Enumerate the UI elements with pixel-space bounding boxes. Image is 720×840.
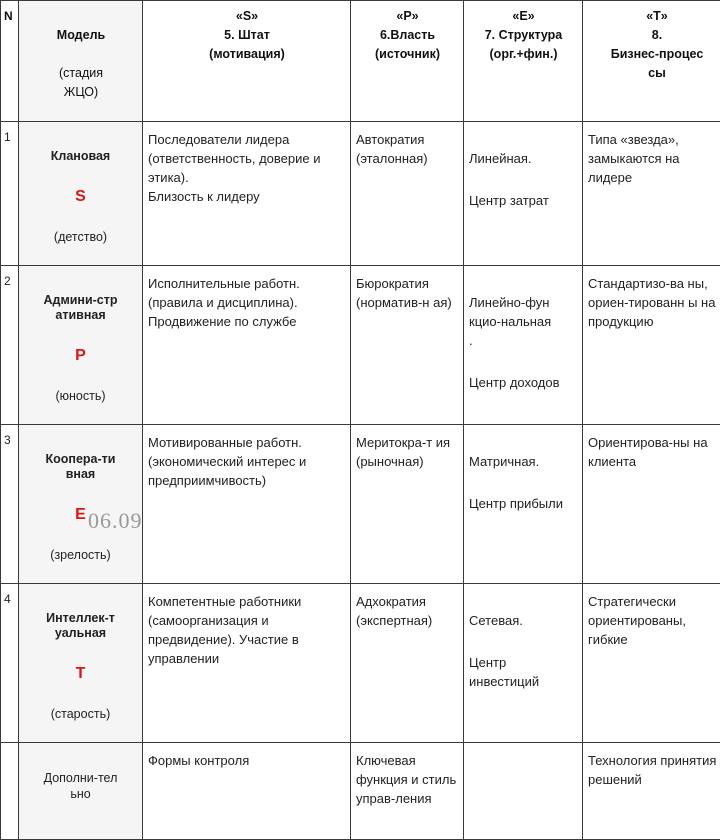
model-name: Интеллек-т уальная [22,611,139,641]
header-model-subtitle: (стадия ЖЦО) [24,64,138,102]
model-letter: E [22,503,139,527]
row-num: 4 [1,584,19,743]
cell-p: Адхократия (экспертная) [351,584,464,743]
model-letter: S [22,185,139,209]
row-num: 2 [1,266,19,425]
extra-cell-s: Формы контроля [143,743,351,840]
slide-date: 06.09 [88,508,143,534]
cell-e [464,584,583,743]
row-num: 1 [1,122,19,266]
row-model [19,425,143,584]
header-e: «E» 7. Структура (орг.+фин.) [464,1,583,122]
model-stage: (юность) [22,387,139,405]
extra-cell-e [464,743,583,840]
cell-p: Бюрократия (норматив-н ая) [351,266,464,425]
header-t: «T» 8. Бизнес-процес сы [583,1,720,122]
row-model [19,266,143,425]
cell-e-center: Центр доходов [469,373,578,392]
cell-t: Типа «звезда», замыкаются на лидере [583,122,720,266]
cell-s: Последователи лидера (ответственность, доверие и этика). Близость к лидеру [143,122,351,266]
model-letter: P [22,344,139,368]
table-row [1,584,720,743]
cell-t: Ориентирова-ны на клиента [583,425,720,584]
model-stage: (детство) [22,228,139,246]
cell-t: Стандартизо-ва ны, ориен-тированн ы на продукцию [583,266,720,425]
header-p: «P» 6.Власть (источник) [351,1,464,122]
header-num: N [1,1,19,122]
cell-s: Мотивированные работн. (экономический интерес и предприимчивость) [143,425,351,584]
cell-e [464,122,583,266]
cell-e-center: Центр прибыли [469,494,578,513]
cell-e-structure: Сетевая. [469,611,578,630]
cell-s: Компетентные работники (самоорганизация и предвидение). Участие в управлении [143,584,351,743]
extra-cell-t: Технология принятия решений [583,743,720,840]
extra-model-label: Дополни-тел ьно [22,770,139,802]
extra-model [19,743,143,840]
row-model [19,122,143,266]
header-s: «S» 5. Штат (мотивация) [143,1,351,122]
cell-e-structure: Матричная. [469,452,578,471]
header-model [19,1,143,122]
cell-s: Исполнительные работн. (правила и дисциплина). Продвижение по службе [143,266,351,425]
cell-e-center: Центр затрат [469,191,578,210]
row-model [19,584,143,743]
cell-p: Меритокра-т ия (рыночная) [351,425,464,584]
model-letter: T [22,662,139,686]
header-row [1,1,720,122]
extra-row [1,743,720,840]
cell-e [464,266,583,425]
cell-e-structure: Линейная. [469,149,578,168]
extra-cell-p: Ключевая функция и стиль управ-ления [351,743,464,840]
model-stage: (старость) [22,705,139,723]
model-name: Админи-стр ативная [22,293,139,323]
model-name: Коопера-ти вная [22,452,139,482]
table-row [1,266,720,425]
header-model-title: Модель [24,26,138,45]
cell-t: Стратегически ориентированы, гибкие [583,584,720,743]
row-num-empty [1,743,19,840]
cell-p: Автократия (эталонная) [351,122,464,266]
cell-e-structure: Линейно-фун кцио-нальная . [469,293,578,350]
table-row [1,425,720,584]
model-stage: (зрелость) [22,546,139,564]
cell-e-center: Центр инвестиций [469,653,578,691]
model-name: Клановая [22,149,139,164]
row-num: 3 [1,425,19,584]
cell-e [464,425,583,584]
table-row [1,122,720,266]
